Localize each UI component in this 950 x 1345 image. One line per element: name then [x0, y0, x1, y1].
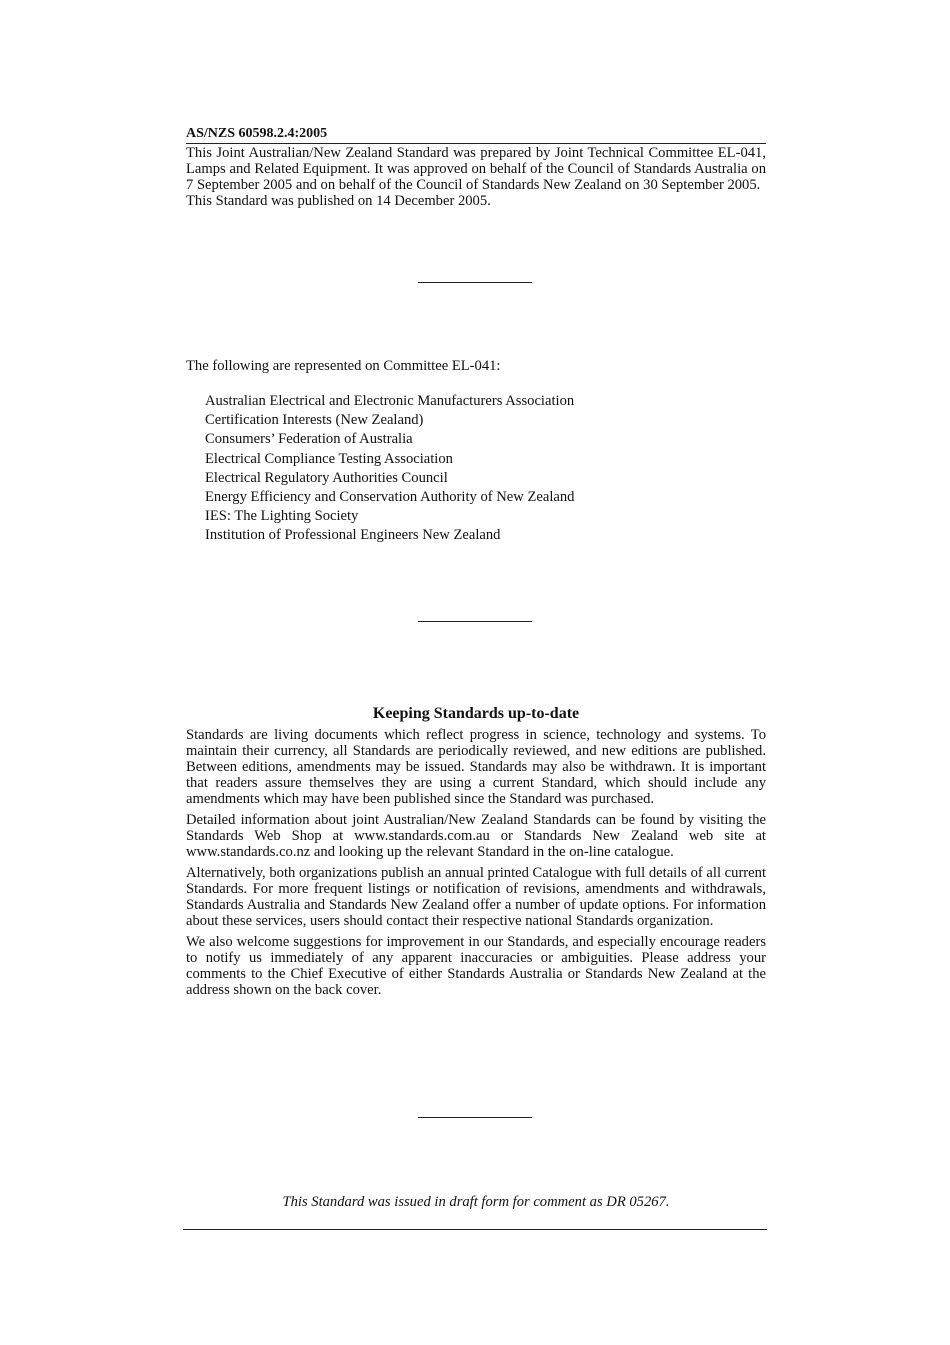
body-paragraph: Alternatively, both organizations publish an annual printed Catalogue with full details of all current Standards. For more frequent listings or notification of revisions, amendments and withdrawals, Standards Australia and Standards New Zealand offer a number of update options. For information about these services, users should contact their respective national Standards organization. [186, 865, 766, 929]
section-separator [418, 1117, 532, 1118]
body-paragraph: We also welcome suggestions for improvement in our Standards, and especially encourage readers to notify us immediately of any apparent inaccuracies or ambiguities. Please address your comments to the Chief Executive of either Standards Australia or Standards New Zealand at the address shown on the back cover. [186, 934, 766, 998]
committee-member: Consumers’ Federation of Australia [205, 431, 413, 448]
keeping-standards-title: Keeping Standards up-to-date [372, 705, 580, 722]
approval-statement [186, 145, 766, 209]
approval-paragraph: This Joint Australian/New Zealand Standard was prepared by Joint Technical Committee EL-041, Lamps and Related Equipment. It was approved on behalf of the Council of Standards Australia on 7 September 2005 and on behalf of the Council of Standards New Zealand on 30 September 2005. [186, 145, 766, 193]
committee-member: Energy Efficiency and Conservation Authority of New Zealand [205, 489, 575, 506]
committee-member: IES: The Lighting Society [205, 508, 359, 525]
section-separator [418, 282, 532, 283]
keeping-standards-body [186, 727, 766, 1003]
bottom-rule [183, 1229, 767, 1230]
body-paragraph: Detailed information about joint Australian/New Zealand Standards can be found by visiting the Standards Web Shop at www.standards.com.au or Standards New Zealand web site at www.standards.co.nz and looking up the relevant Standard in the on-line catalogue. [186, 812, 766, 860]
publication-date-line: This Standard was published on 14 December 2005. [186, 193, 491, 209]
committee-member-list [205, 392, 574, 546]
committee-member: Certification Interests (New Zealand) [205, 412, 424, 429]
standard-id-heading: AS/NZS 60598.2.4:2005 [186, 125, 766, 144]
committee-member: Electrical Regulatory Authorities Council [205, 469, 448, 486]
body-paragraph: Standards are living documents which reflect progress in science, technology and systems. To maintain their currency, all Standards are periodically reviewed, and new editions are published. Between editions, amendments may be issued. Standards may also be withdrawn. It is important that readers assure themselves they are using a current Standard, which should include any amendments which may have been published since the Standard was purchased. [186, 727, 766, 807]
committee-member: Electrical Compliance Testing Association [205, 450, 453, 467]
committee-member: Institution of Professional Engineers New Zealand [205, 527, 501, 544]
section-separator [418, 621, 532, 622]
committee-intro: The following are represented on Committee EL-041: [186, 358, 501, 374]
draft-note: This Standard was issued in draft form for comment as DR 05267. [282, 1194, 670, 1210]
committee-member: Australian Electrical and Electronic Manufacturers Association [205, 393, 575, 409]
